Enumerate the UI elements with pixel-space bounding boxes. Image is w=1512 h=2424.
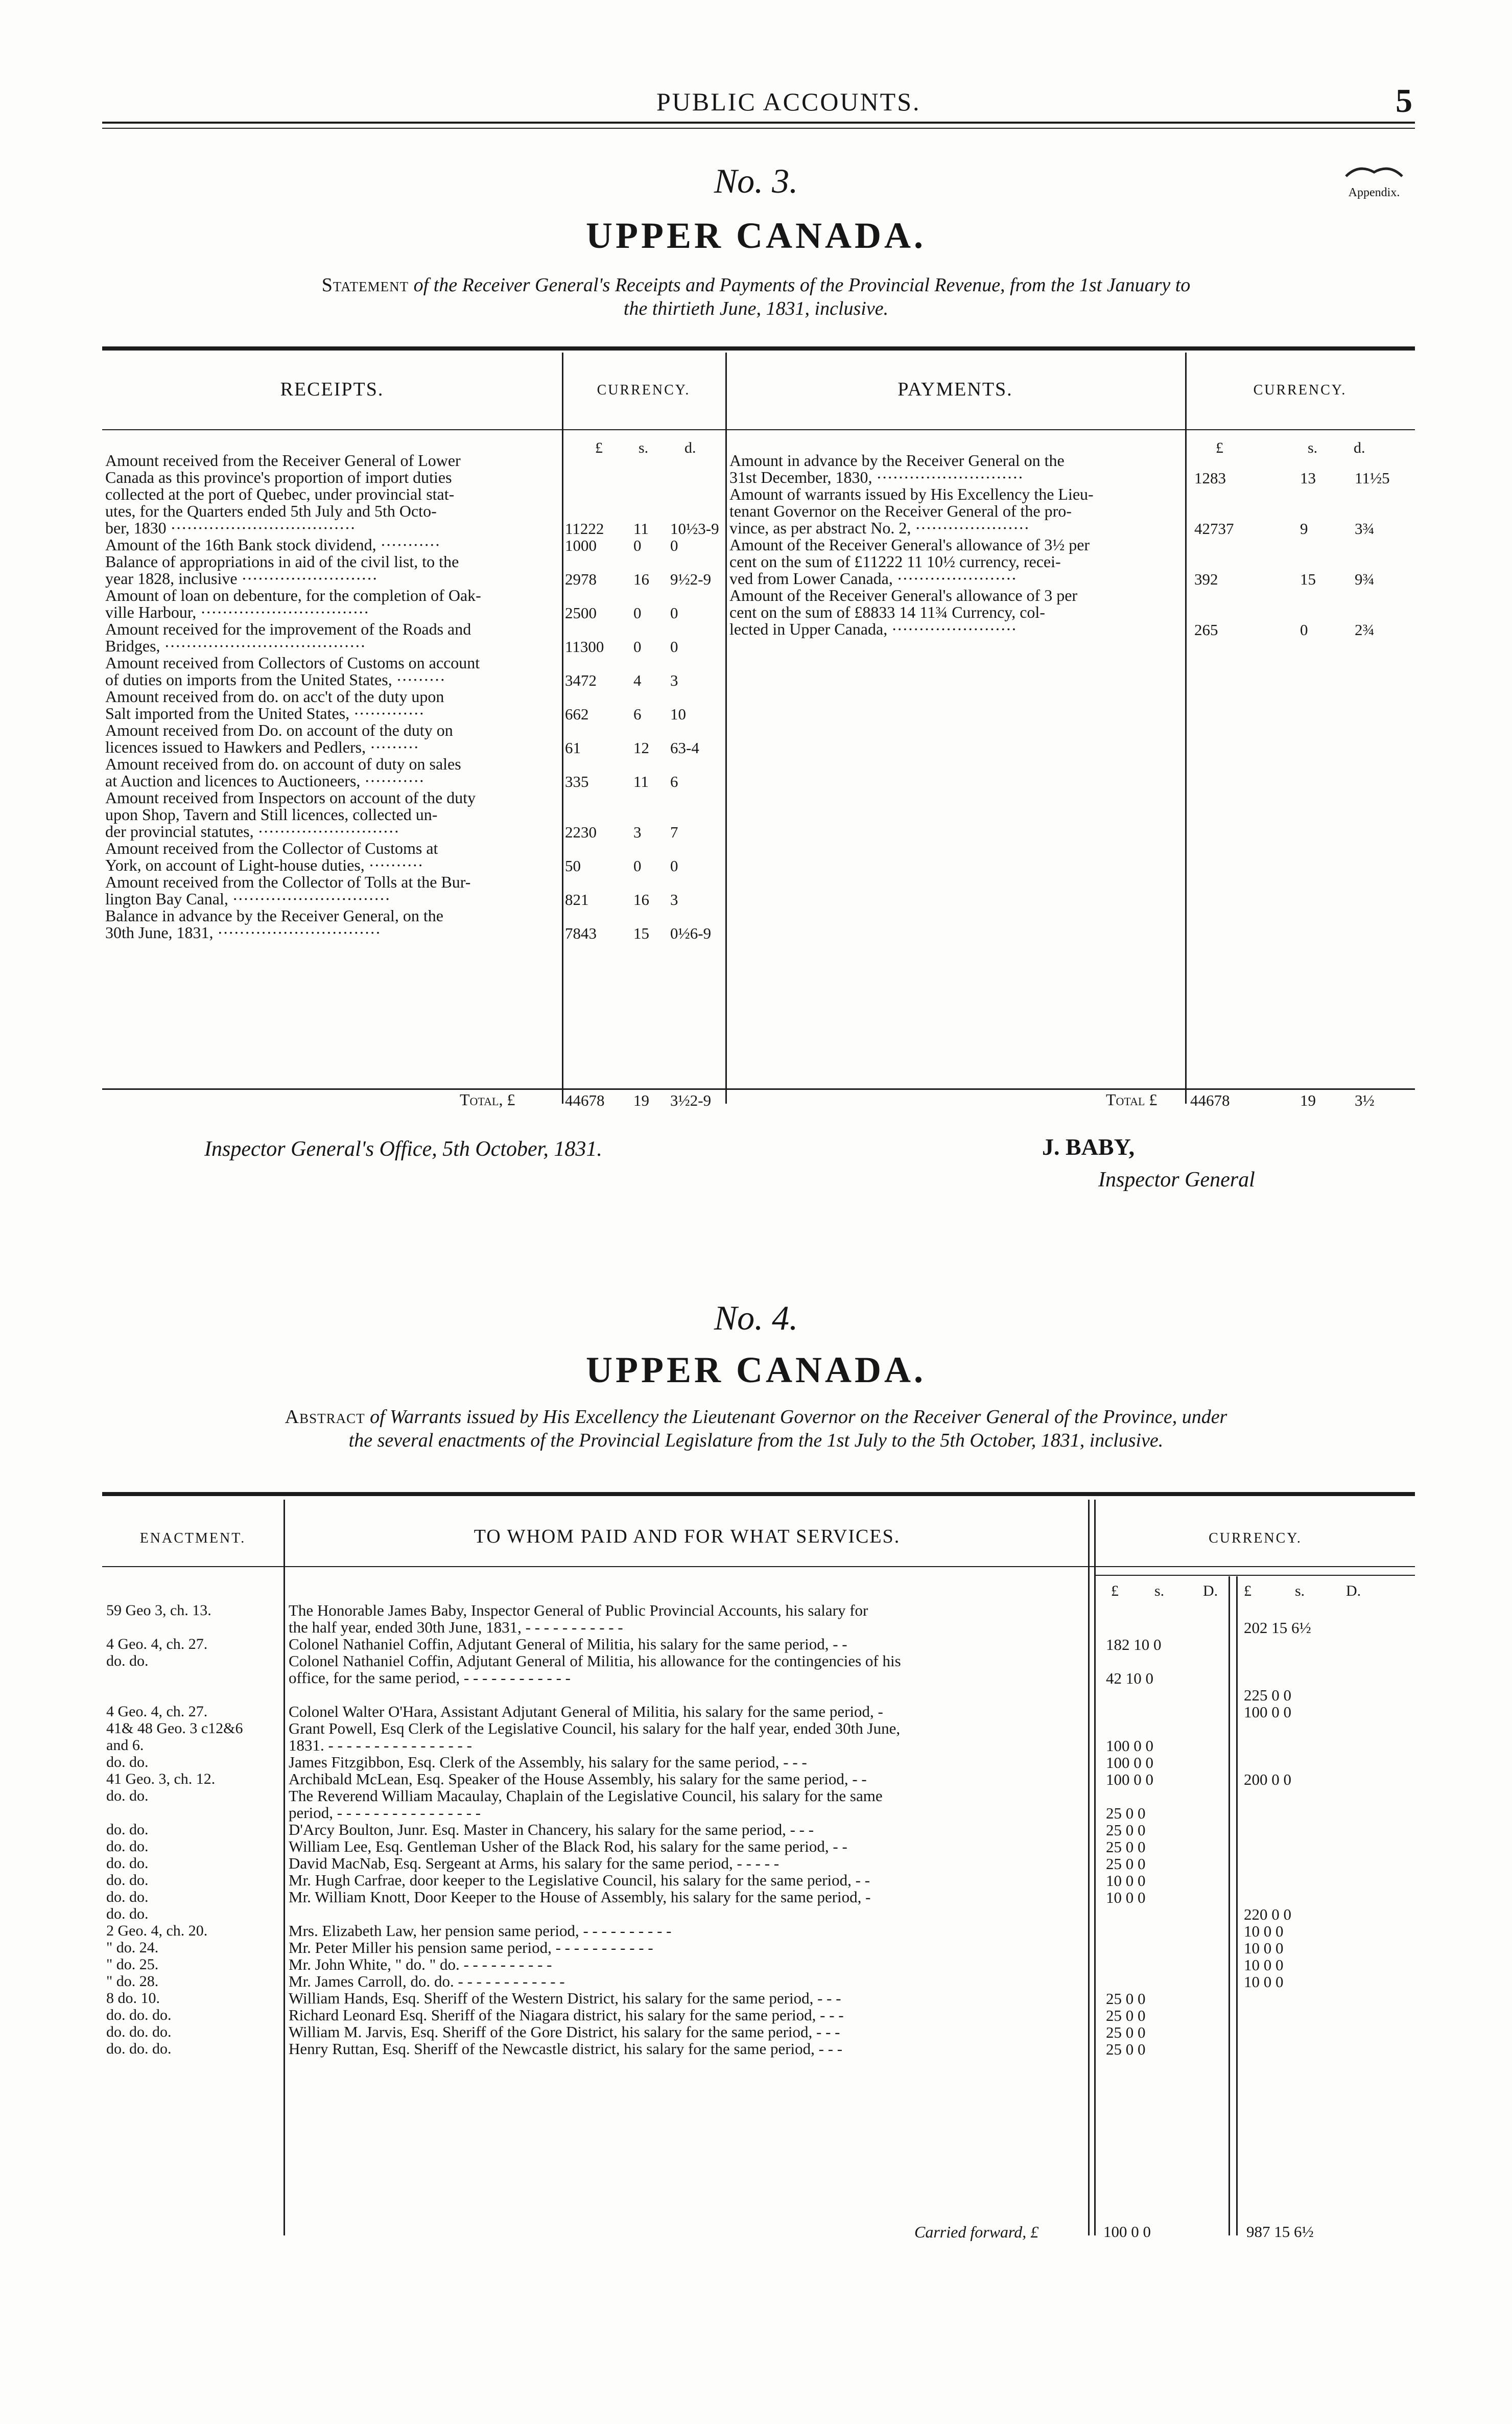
appendix-label: Appendix. bbox=[1348, 186, 1400, 199]
payment-amount-s: 15 bbox=[1300, 570, 1316, 588]
payments-total-l: 44678 bbox=[1190, 1091, 1230, 1109]
receipt-entry: Amount received from Do. on account of the duty on licences issued to Hawkers and Pedlers, ········· bbox=[105, 721, 453, 756]
payments-total-s: 19 bbox=[1300, 1091, 1316, 1109]
no4-subtitle-line1: of Warrants issued by His Excellency the Lieutenant Governor on the Receiver General of the Province, under bbox=[370, 1406, 1227, 1428]
carried-a2: 987 15 6½ bbox=[1246, 2223, 1314, 2241]
enactment-cell: do. do. bbox=[106, 1838, 149, 1855]
payments-currency-header: CURRENCY. bbox=[1253, 382, 1347, 398]
col-services: TO WHOM PAID AND FOR WHAT SERVICES. bbox=[474, 1526, 901, 1547]
office-line: Inspector General's Office, 5th October, 1831. bbox=[204, 1137, 602, 1161]
header-rule bbox=[102, 122, 1415, 124]
amount-right: 100 0 0 bbox=[1244, 1703, 1291, 1721]
no4-col-divider bbox=[284, 1500, 285, 2235]
enactment-cell: do. do. bbox=[106, 1821, 149, 1838]
receipt-amount-d: 10 bbox=[670, 705, 686, 723]
receipt-amount-l: 335 bbox=[565, 773, 589, 790]
enactment-cell: 41 Geo. 3, ch. 12. bbox=[106, 1770, 216, 1787]
service-cell: D'Arcy Boulton, Junr. Esq. Master in Chancery, his salary for the same period, - - - bbox=[289, 1821, 814, 1838]
receipt-amount-l: 1000 bbox=[565, 537, 597, 554]
amount-left: 25 0 0 bbox=[1106, 1804, 1146, 1822]
enactment-cell: do. do. bbox=[106, 1754, 149, 1770]
receipt-amount-d: 3 bbox=[670, 671, 678, 689]
receipt-amount-l: 2978 bbox=[565, 570, 597, 588]
enactment-cell: do. do. bbox=[106, 1889, 149, 1905]
amount-left: 100 0 0 bbox=[1106, 1737, 1153, 1755]
enactment-cell: do. do. do. bbox=[106, 2007, 172, 2023]
receipt-entry: Amount received from the Collector of Customs at York, on account of Light-house duties, ·········· bbox=[105, 839, 438, 874]
receipt-entry: Balance of appropriations in aid of the civil list, to the year 1828, inclusive ························· bbox=[105, 552, 459, 588]
page-number: 5 bbox=[1396, 82, 1412, 120]
enactment-cell: 41& 48 Geo. 3 c12&6 and 6. bbox=[106, 1720, 243, 1754]
amount-right: 200 0 0 bbox=[1244, 1770, 1291, 1788]
receipt-amount-d: 0 bbox=[670, 857, 678, 875]
enactment-cell: 4 Geo. 4, ch. 27. bbox=[106, 1636, 208, 1652]
service-cell: William Lee, Esq. Gentleman Usher of the Black Rod, his salary for the same period, - - bbox=[289, 1837, 847, 1855]
amount-left: 25 0 0 bbox=[1106, 2040, 1146, 2058]
receipt-amount-s: 16 bbox=[633, 891, 649, 908]
receipt-amount-s: 3 bbox=[633, 823, 642, 841]
amount-left: 25 0 0 bbox=[1106, 1990, 1146, 2008]
receipt-amount-d: 0 bbox=[670, 604, 678, 622]
receipt-amount-l: 2500 bbox=[565, 604, 597, 622]
payment-amount-s: 0 bbox=[1300, 621, 1308, 639]
no4-subtitle-lead: Abstract bbox=[285, 1406, 365, 1428]
receipt-amount-s: 11 bbox=[633, 773, 649, 790]
service-cell: Mr. John White, " do. " do. - - - - - - - - - - bbox=[289, 1955, 552, 1973]
service-cell: David MacNab, Esq. Sergeant at Arms, his salary for the same period, - - - - - bbox=[289, 1854, 779, 1872]
payment-amount-l: 265 bbox=[1194, 621, 1218, 639]
amount-right: 10 0 0 bbox=[1244, 1939, 1284, 1957]
no3-title: UPPER CANADA. bbox=[586, 215, 926, 256]
receipts-header: RECEIPTS. bbox=[280, 379, 384, 400]
payment-entry: Amount in advance by the Receiver General on the 31st December, 1830, ··························· bbox=[729, 451, 1065, 486]
amount-right: 10 0 0 bbox=[1244, 1973, 1284, 1991]
receipt-amount-s: 4 bbox=[633, 671, 642, 689]
payment-entry: Amount of the Receiver General's allowance of 3 per cent on the sum of £8833 14 11¾ Currency, col- lected in Upper Canada, ······················· bbox=[729, 586, 1078, 638]
receipt-amount-s: 11 bbox=[633, 520, 649, 538]
receipt-amount-l: 11222 bbox=[565, 520, 604, 538]
enactment-cell: do. do. bbox=[106, 1905, 149, 1922]
service-cell: The Reverend William Macaulay, Chaplain of the Legislative Council, his salary for the same period, - - - - - - - - - - - - - - - - bbox=[289, 1787, 883, 1822]
payment-amount-s: 9 bbox=[1300, 520, 1308, 538]
service-cell: Henry Ruttan, Esq. Sheriff of the Newcastle district, his salary for the same period, - - - bbox=[289, 2040, 843, 2058]
service-cell: Colonel Nathaniel Coffin, Adjutant General of Militia, his allowance for the contingencies of his office, for the same period, - - - - - - - - - - - - bbox=[289, 1652, 901, 1687]
no4-table-top-rule bbox=[102, 1492, 1415, 1496]
receipt-amount-d: 6 bbox=[670, 773, 678, 790]
service-cell: Archibald McLean, Esq. Speaker of the House Assembly, his salary for the same period, - - bbox=[289, 1770, 867, 1788]
receipt-amount-d: 63-4 bbox=[670, 739, 699, 757]
receipt-amount-d: 9½2-9 bbox=[670, 570, 712, 588]
receipt-entry: Amount received from do. on account of duty on sales at Auction and licences to Auctioneers, ··········· bbox=[105, 755, 461, 790]
service-cell: The Honorable James Baby, Inspector General of Public Provincial Accounts, his salary for the half year, ended 30th June, 1831, - - - - - - - - - - - bbox=[289, 1601, 868, 1636]
service-cell: Mrs. Elizabeth Law, her pension same period, - - - - - - - - - - bbox=[289, 1922, 672, 1940]
receipt-amount-l: 7843 bbox=[565, 924, 597, 942]
amount-left: 25 0 0 bbox=[1106, 2007, 1146, 2024]
receipt-entry: Amount received for the improvement of the Roads and Bridges, ····································· bbox=[105, 620, 471, 655]
no4-title: UPPER CANADA. bbox=[586, 1349, 926, 1390]
no3-table-top-rule bbox=[102, 346, 1415, 351]
enactment-cell: do. do. do. bbox=[106, 2040, 172, 2057]
col-enactment: ENACTMENT. bbox=[139, 1530, 246, 1546]
payments-total-d: 3½ bbox=[1355, 1091, 1375, 1109]
carried-label: Carried forward, £ bbox=[914, 2223, 1039, 2241]
receipt-amount-l: 11300 bbox=[565, 638, 604, 656]
receipt-entry: Amount received from Inspectors on account of the duty upon Shop, Tavern and Still licences, collected un- der provincial statutes, ·························· bbox=[105, 788, 476, 841]
receipt-amount-s: 12 bbox=[633, 739, 649, 757]
no4-subtitle-line2: the several enactments of the Provincial Legislature from the 1st July to the 5th October, 1831, inclusive. bbox=[348, 1430, 1164, 1451]
no3-subtitle bbox=[153, 273, 1359, 320]
payment-amount-s: 13 bbox=[1300, 469, 1316, 487]
payment-amount-l: 392 bbox=[1194, 570, 1218, 588]
amount-right: 225 0 0 bbox=[1244, 1686, 1291, 1704]
receipt-entry: Balance in advance by the Receiver General, on the 30th June, 1831, ······························ bbox=[105, 906, 443, 942]
no3-subtitle-line1: of the Receiver General's Receipts and Payments of the Provincial Revenue, from the 1st January to bbox=[413, 274, 1191, 296]
enactment-cell: do. do. bbox=[106, 1855, 149, 1872]
no3-subtitle-lead: Statement bbox=[321, 274, 409, 296]
amount-left: 25 0 0 bbox=[1106, 1855, 1146, 1873]
receipt-amount-d: 0 bbox=[670, 638, 678, 656]
receipt-entry: Amount of the 16th Bank stock dividend, ··········· bbox=[105, 535, 440, 554]
service-cell: Grant Powell, Esq Clerk of the Legislative Council, his salary for the half year, ended 30th June, 1831. - - - - - - - - - - - - - - - - bbox=[289, 1719, 901, 1754]
receipt-entry: Amount received from do. on acc't of the duty upon Salt imported from the United States, ············· bbox=[105, 687, 444, 722]
receipt-amount-l: 662 bbox=[565, 705, 589, 723]
receipt-amount-s: 0 bbox=[633, 857, 642, 875]
receipt-amount-s: 0 bbox=[633, 604, 642, 622]
service-cell: Mr. James Carroll, do. do. - - - - - - - - - - - - bbox=[289, 1972, 565, 1990]
amount-right: 220 0 0 bbox=[1244, 1905, 1291, 1923]
receipt-amount-d: 10½3-9 bbox=[670, 520, 719, 538]
signature-name: J. BABY, bbox=[1042, 1134, 1135, 1160]
service-cell: Colonel Nathaniel Coffin, Adjutant General of Militia, his salary for the same period, - - bbox=[289, 1635, 847, 1653]
no3-subtitle-line2: the thirtieth June, 1831, inclusive. bbox=[623, 298, 889, 319]
receipt-amount-d: 3 bbox=[670, 891, 678, 908]
receipt-entry: Amount received from the Receiver General of Lower Canada as this province's proportion of import duties collected at the port of Quebec, under provincial stat- utes, for the Quarters ended 5th July and 5th Octo- ber, 1830 ·································· bbox=[105, 451, 461, 537]
receipt-amount-l: 821 bbox=[565, 891, 589, 908]
amount-left: 25 0 0 bbox=[1106, 1821, 1146, 1839]
signature-title: Inspector General bbox=[1098, 1168, 1255, 1192]
amount-left: 25 0 0 bbox=[1106, 1838, 1146, 1856]
receipt-amount-l: 61 bbox=[565, 739, 581, 757]
service-cell: James Fitzgibbon, Esq. Clerk of the Assembly, his salary for the same period, - - - bbox=[289, 1753, 807, 1771]
no4-number: No. 4. bbox=[714, 1298, 798, 1337]
payment-entry: Amount of warrants issued by His Excellency the Lieu- tenant Governor on the Receiver General of the pro- vince, as per abstract No. 2, ····················· bbox=[729, 485, 1094, 537]
receipt-entry: Amount received from the Collector of Tolls at the Bur- lington Bay Canal, ····························· bbox=[105, 873, 471, 908]
amount-left: 10 0 0 bbox=[1106, 1889, 1146, 1906]
payment-amount-l: 1283 bbox=[1194, 469, 1226, 487]
no3-col-divider bbox=[562, 353, 563, 1104]
receipt-amount-d: 0½6-9 bbox=[670, 924, 712, 942]
payment-amount-d: 11½5 bbox=[1355, 469, 1390, 487]
enactment-cell: 4 Geo. 4, ch. 27. bbox=[106, 1703, 208, 1720]
service-cell: Mr. Peter Miller his pension same period, - - - - - - - - - - - bbox=[289, 1939, 653, 1956]
receipt-amount-s: 6 bbox=[633, 705, 642, 723]
payment-amount-d: 3¾ bbox=[1355, 520, 1375, 538]
enactment-cell: do. do. bbox=[106, 1787, 149, 1804]
enactment-cell: 8 do. 10. bbox=[106, 1990, 160, 2007]
amount-right: 10 0 0 bbox=[1244, 1956, 1284, 1974]
enactment-cell: do. do. bbox=[106, 1872, 149, 1889]
payments-total-label: Total £ bbox=[1106, 1090, 1157, 1109]
amount-left: 42 10 0 bbox=[1106, 1669, 1153, 1687]
service-cell: Richard Leonard Esq. Sheriff of the Niagara district, his salary for the same period, - - - bbox=[289, 2006, 844, 2024]
receipts-total-l: 44678 bbox=[565, 1091, 605, 1109]
payment-amount-l: 42737 bbox=[1194, 520, 1234, 538]
enactment-cell: " do. 25. bbox=[106, 1956, 159, 1973]
receipt-amount-s: 0 bbox=[633, 638, 642, 656]
receipts-total-label: Total, £ bbox=[460, 1090, 515, 1109]
col-currency: CURRENCY. bbox=[1209, 1530, 1302, 1546]
payment-amount-d: 9¾ bbox=[1355, 570, 1375, 588]
receipts-currency-header: CURRENCY. bbox=[597, 382, 691, 398]
receipt-amount-d: 0 bbox=[670, 537, 678, 554]
amount-left: 100 0 0 bbox=[1106, 1770, 1153, 1788]
payments-header: PAYMENTS. bbox=[897, 379, 1013, 400]
service-cell: Mr. Hugh Carfrae, door keeper to the Legislative Council, his salary for the same period, - - bbox=[289, 1871, 870, 1889]
amount-left: 182 10 0 bbox=[1106, 1636, 1162, 1653]
service-cell: Mr. William Knott, Door Keeper to the House of Assembly, his salary for the same period, - bbox=[289, 1888, 871, 1906]
receipts-total-s: 19 bbox=[633, 1091, 649, 1109]
receipt-amount-d: 7 bbox=[670, 823, 678, 841]
receipts-total-d: 3½2-9 bbox=[670, 1091, 712, 1109]
service-cell: William M. Jarvis, Esq. Sheriff of the Gore District, his salary for the same period, - - - bbox=[289, 2023, 840, 2041]
amount-left: 100 0 0 bbox=[1106, 1754, 1153, 1772]
receipt-amount-l: 3472 bbox=[565, 671, 597, 689]
enactment-cell: 59 Geo 3, ch. 13. bbox=[106, 1602, 211, 1619]
enactment-cell: do. do. do. bbox=[106, 2023, 172, 2040]
service-cell: William Hands, Esq. Sheriff of the Western District, his salary for the same period, - - - bbox=[289, 1989, 841, 2007]
service-cell: Colonel Walter O'Hara, Assistant Adjutant General of Militia, his salary for the same period, - bbox=[289, 1703, 883, 1720]
receipt-amount-l: 2230 bbox=[565, 823, 597, 841]
enactment-cell: " do. 28. bbox=[106, 1973, 159, 1990]
payment-entry: Amount of the Receiver General's allowance of 3½ per cent on the sum of £11222 11 10½ currency, recei- ved from Lower Canada, ······················ bbox=[729, 535, 1090, 588]
receipt-amount-s: 15 bbox=[633, 924, 649, 942]
enactment-cell: " do. 24. bbox=[106, 1939, 159, 1956]
enactment-cell: do. do. bbox=[106, 1652, 149, 1669]
carried-a1: 100 0 0 bbox=[1103, 2223, 1151, 2241]
no4-subtitle bbox=[112, 1405, 1400, 1452]
amount-left: 25 0 0 bbox=[1106, 2023, 1146, 2041]
no3-number: No. 3. bbox=[714, 161, 798, 200]
receipt-amount-s: 16 bbox=[633, 570, 649, 588]
amount-left: 10 0 0 bbox=[1106, 1872, 1146, 1890]
amount-right: 10 0 0 bbox=[1244, 1922, 1284, 1940]
amount-right: 202 15 6½ bbox=[1244, 1619, 1311, 1637]
enactment-cell: 2 Geo. 4, ch. 20. bbox=[106, 1922, 208, 1939]
receipt-amount-s: 0 bbox=[633, 537, 642, 554]
running-title: PUBLIC ACCOUNTS. bbox=[656, 87, 921, 116]
receipt-amount-l: 50 bbox=[565, 857, 581, 875]
receipt-entry: Amount of loan on debenture, for the completion of Oak- ville Harbour, ······························· bbox=[105, 586, 481, 621]
receipt-entry: Amount received from Collectors of Customs on account of duties on imports from the United States, ········· bbox=[105, 654, 480, 689]
payment-amount-d: 2¾ bbox=[1355, 621, 1375, 639]
